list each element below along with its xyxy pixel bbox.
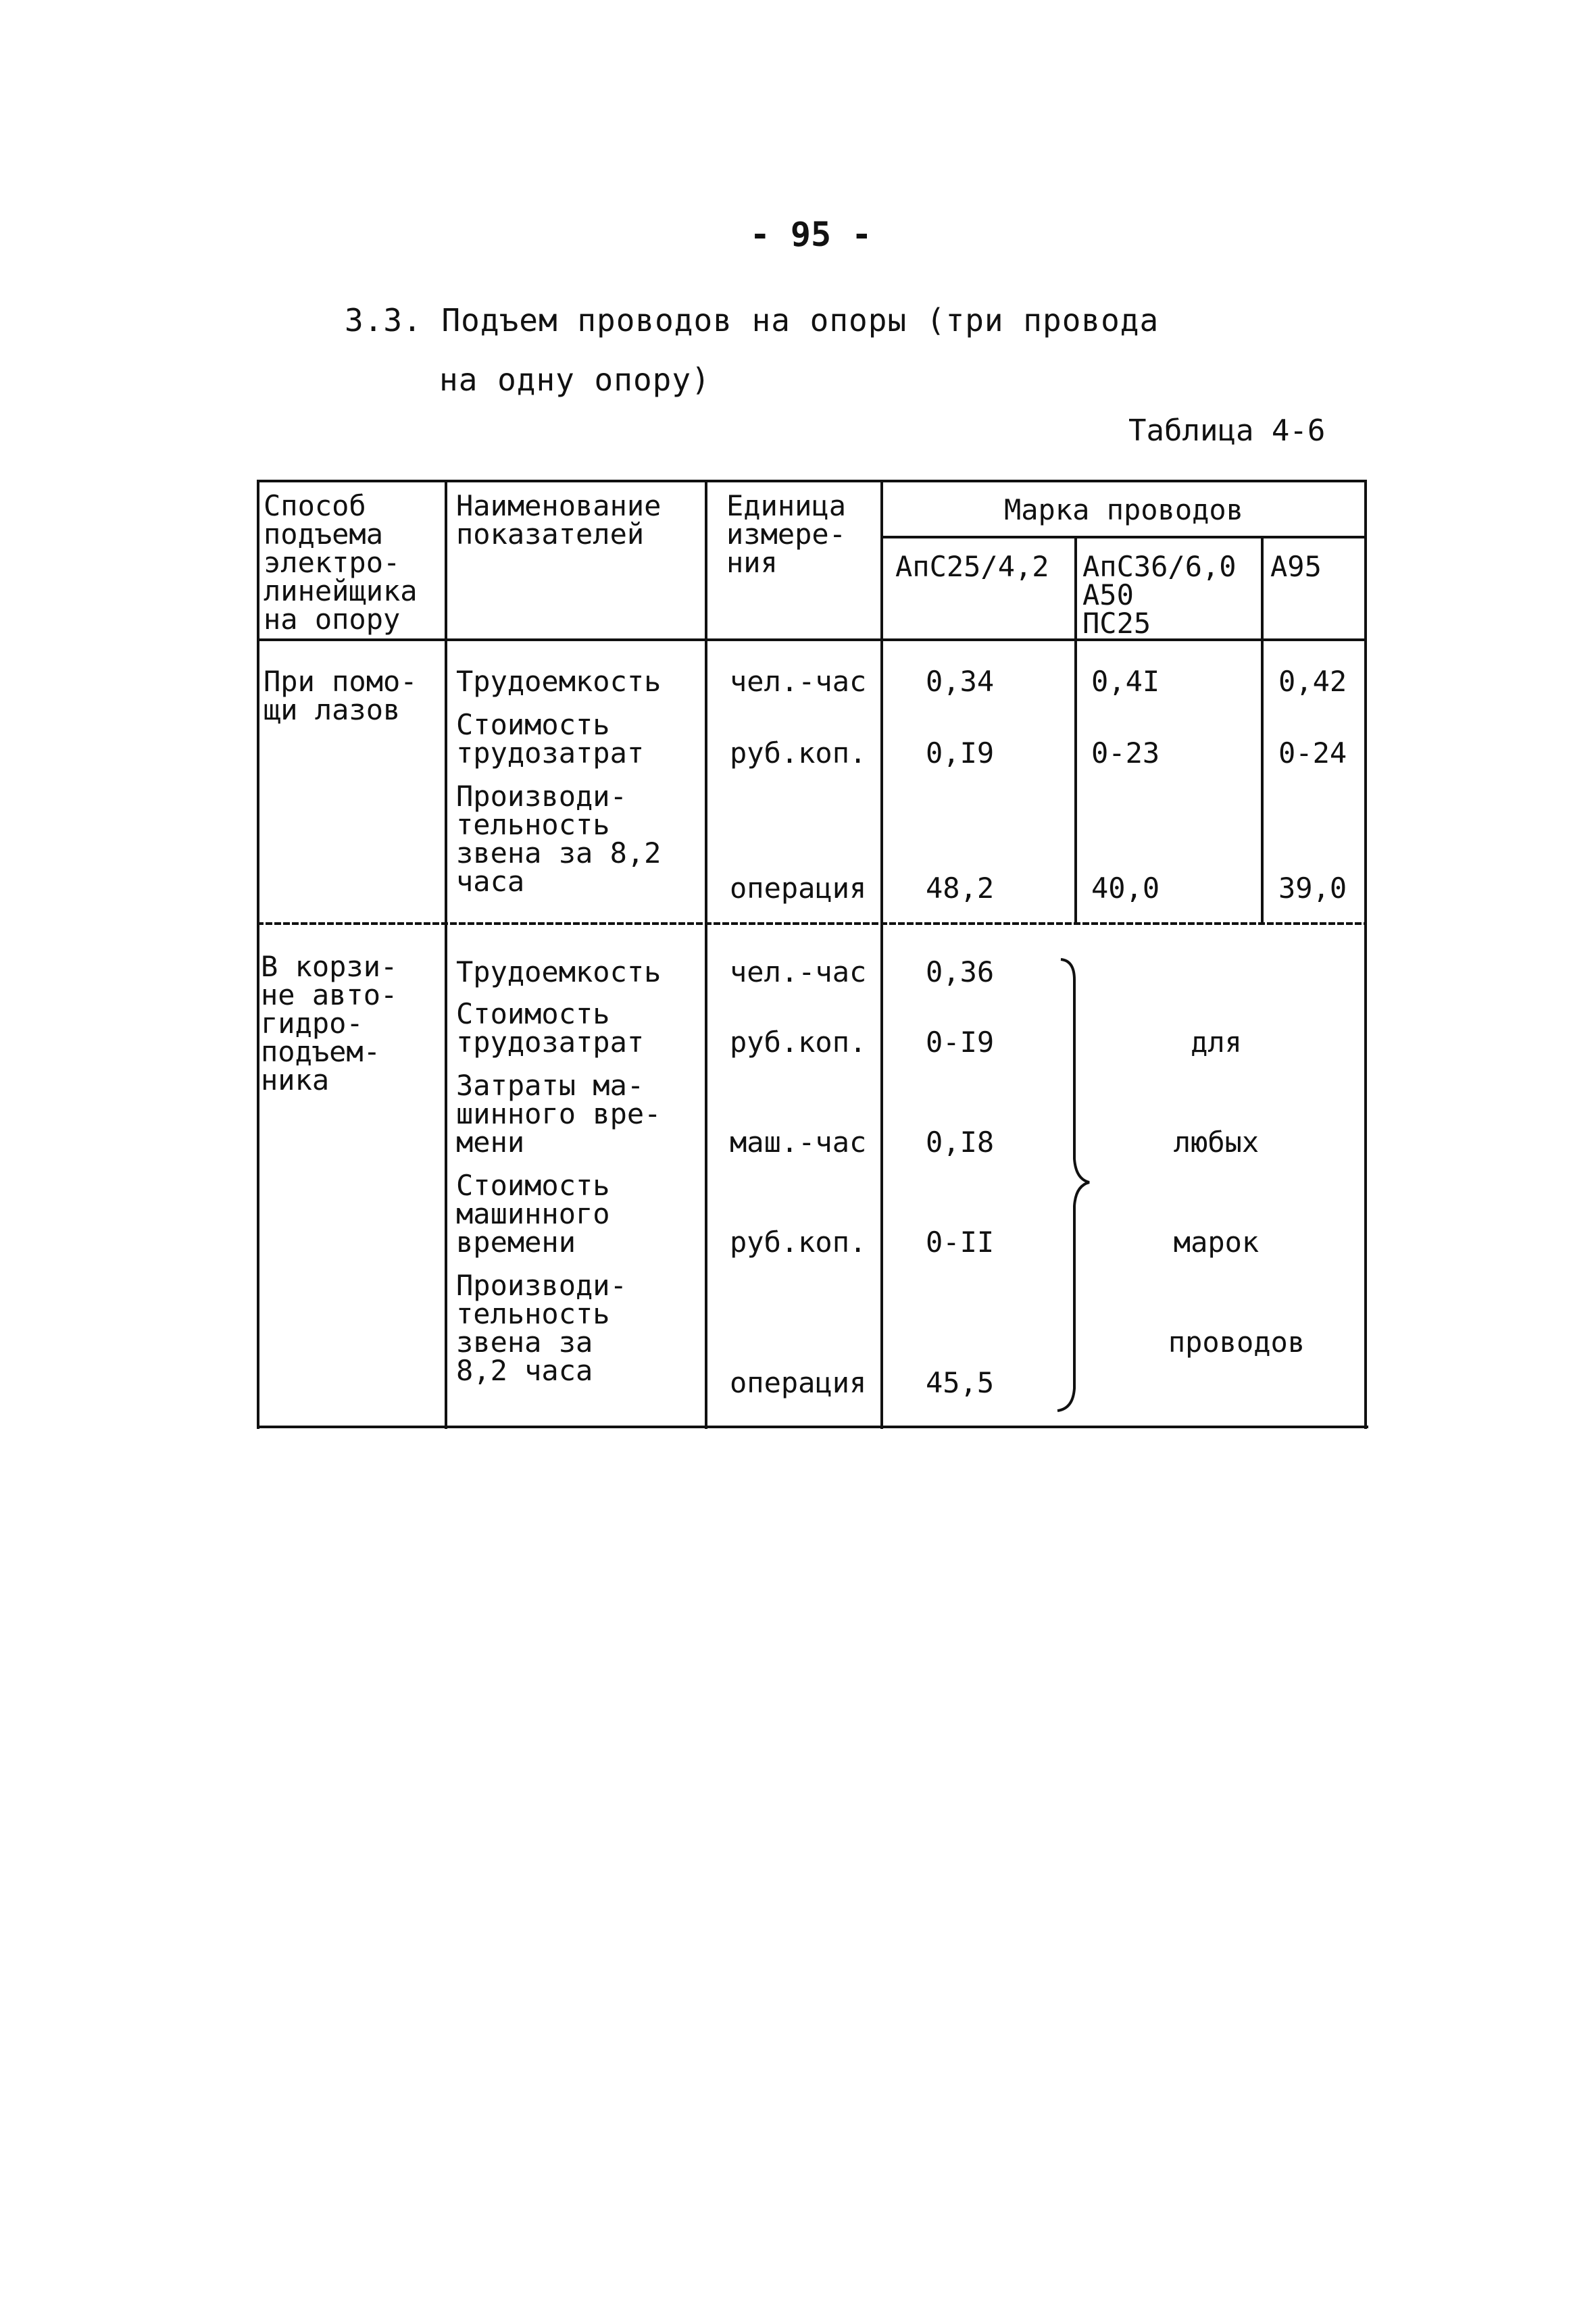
header-brand-2: АпС36/6,0 А50 ПС25 bbox=[1082, 550, 1237, 640]
group-1-row-3-value-2: 40,0 bbox=[1091, 872, 1160, 905]
group-2-row-4-indicator: Стоимость машинного времени bbox=[456, 1169, 610, 1259]
group-1-row-1-unit: чел.-час bbox=[730, 665, 867, 698]
note-line-2: любых bbox=[1173, 1126, 1260, 1159]
group-2-method: В корзи- не авто- гидро- подъем- ника bbox=[261, 950, 398, 1097]
note-line-1: для bbox=[1191, 1026, 1242, 1059]
header-method: Способ подъема электро- линейщика на опору bbox=[264, 489, 418, 636]
group-1-row-2-value-2: 0-23 bbox=[1091, 736, 1160, 770]
group-2-row-2-indicator: Стоимость трудозатрат bbox=[456, 997, 645, 1059]
group-1-row-2-indicator: Стоимость трудозатрат bbox=[456, 708, 645, 770]
group-2-row-5-unit: операция bbox=[730, 1366, 867, 1399]
header-unit: Единица измере- ния bbox=[726, 489, 847, 579]
group-2-row-1-unit: чел.-час bbox=[730, 955, 867, 988]
header-wire-brand: Марка проводов bbox=[1003, 493, 1243, 526]
section-heading-line-1: 3.3. Подъем проводов на опоры (три провода bbox=[345, 302, 1159, 338]
group-2-row-2-unit: руб.коп. bbox=[730, 1026, 867, 1059]
table-label: Таблица 4-6 bbox=[1128, 413, 1326, 448]
group-1-row-2-value-3: 0-24 bbox=[1278, 736, 1347, 770]
group-1-row-3-unit: операция bbox=[730, 872, 867, 905]
section-heading-line-2: на одну опору) bbox=[439, 361, 711, 398]
group-2-row-1-value: 0,36 bbox=[926, 955, 995, 988]
group-2-row-4-unit: руб.коп. bbox=[730, 1226, 867, 1259]
note-line-4: проводов bbox=[1168, 1326, 1305, 1359]
group-2-row-5-indicator: Производи- тельность звена за 8,2 часа bbox=[456, 1269, 627, 1387]
data-table bbox=[257, 480, 1368, 1429]
group-1-method: При помо- щи лазов bbox=[264, 665, 418, 726]
note-line-3: марок bbox=[1173, 1226, 1260, 1259]
header-indicator: Наименование показателей bbox=[456, 489, 662, 551]
group-1-row-2-unit: руб.коп. bbox=[730, 736, 867, 770]
group-2-row-3-value: 0,I8 bbox=[926, 1126, 995, 1159]
header-brand-1: АпС25/4,2 bbox=[895, 550, 1049, 583]
group-1-row-1-value-2: 0,4I bbox=[1091, 665, 1160, 698]
group-1-row-1-indicator: Трудоемкость bbox=[456, 665, 662, 698]
group-2-row-2-value: 0-I9 bbox=[926, 1026, 995, 1059]
group-1-row-3-indicator: Производи- тельность звена за 8,2 часа bbox=[456, 780, 662, 898]
group-1-row-2-value-1: 0,I9 bbox=[926, 736, 995, 770]
curly-brace bbox=[1057, 959, 1089, 1411]
group-1-row-1-value-1: 0,34 bbox=[926, 665, 995, 698]
group-1-row-3-value-3: 39,0 bbox=[1278, 872, 1347, 905]
group-1-row-3-value-1: 48,2 bbox=[926, 872, 995, 905]
group-2-row-3-unit: маш.-час bbox=[730, 1126, 867, 1159]
group-2-row-3-indicator: Затраты ма- шинного вре- мени bbox=[456, 1069, 662, 1159]
group-2-row-4-value: 0-II bbox=[926, 1226, 995, 1259]
group-1-row-1-value-3: 0,42 bbox=[1278, 665, 1347, 698]
section-heading bbox=[345, 291, 1159, 409]
header-brand-3: А95 bbox=[1270, 550, 1322, 583]
page-number: - 95 - bbox=[749, 215, 872, 254]
group-2-row-1-indicator: Трудоемкость bbox=[456, 955, 662, 988]
group-2-row-5-value: 45,5 bbox=[926, 1366, 995, 1399]
